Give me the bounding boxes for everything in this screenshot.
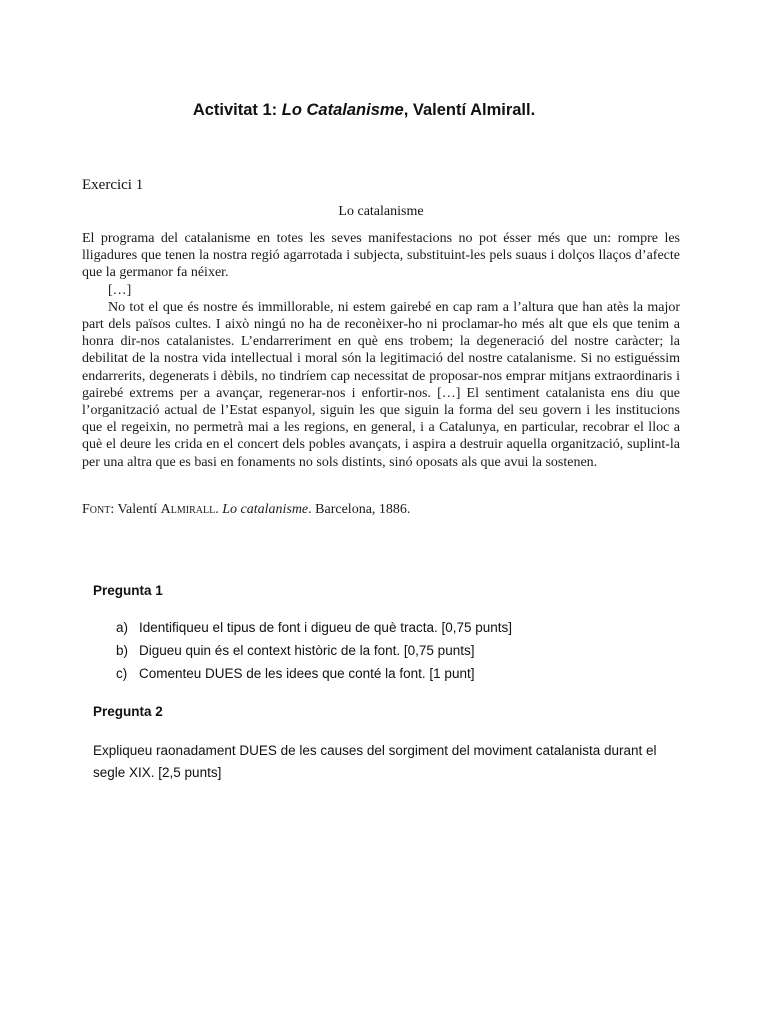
paragraph-2: No tot el que és nostre és immillorable, ni estem gairebé en cap ram a l’altura que han atès la major part dels països cultes. I això ningú no ha de reconèixer-ho ni proclamar-ho més alt que els que tenim a honra dir-nos catalanistes. L’endarreriment en què ens trobem; la degeneració del nostre caràcter; la debilitat de la nostra vida intellectual i moral són la legitimació del nostre catalanisme. Si no estiguéssim endarrerits, degenerats i dèbils, no tindríem cap necessitat de proposar-nos emprar mitjans extraordinaris i gairebé extrems per a avançar, regenerar-nos i enfortir-nos. […] El sentiment catalanista ens diu que l’organització actual de l’Estat espanyol, siguin les que siguin la forma del seu govern i les institucions que el regeixin, no permetrà mai a les regions, en general, i a Catalunya, en particular, recobrar el lloc a què el deure les crida en el concert dels pobles avançats, i aspira a destruir aquella organització, suplint-la per una altra que es basi en fonaments no sols distints, sinó oposats als que avui la sostenen. xyxy=(82,299,680,470)
citation-work: Lo catalanisme xyxy=(222,502,309,517)
ellipsis-paragraph: […] xyxy=(108,282,132,298)
citation-tail: . Barcelona, 1886. xyxy=(308,502,411,517)
item-letter: b) xyxy=(116,643,129,658)
citation-label: Font xyxy=(82,502,111,517)
source-text-title: Lo catalanisme xyxy=(338,204,424,219)
question-2-heading: Pregunta 2 xyxy=(93,704,163,719)
title-suffix: , Valentí Almirall. xyxy=(403,101,536,119)
paragraph-1: El programa del catalanisme en totes les seves manifestacions no pot ésser més que un: rompre les lligadures que tenen la nostra regió agarrotada i subjecta, substituint-les pels suaus i dolços llaços d’afecte que la germanor fa néixer. xyxy=(82,231,680,281)
item-letter: a) xyxy=(116,620,129,635)
question-1-list xyxy=(93,619,693,688)
citation-dot: . xyxy=(215,502,223,517)
list-item xyxy=(93,665,693,688)
title-prefix: Activitat 1: xyxy=(192,101,282,119)
title-work: Lo Catalanisme xyxy=(281,101,404,119)
source-citation xyxy=(82,502,410,518)
list-item xyxy=(93,619,693,642)
item-text: Digueu quin és el context històric de la font. [0,75 punts] xyxy=(139,643,475,658)
list-item xyxy=(93,642,693,665)
item-text: Identifiqueu el tipus de font i digueu de què tracta. [0,75 punts] xyxy=(139,620,513,635)
question-1-heading: Pregunta 1 xyxy=(93,583,163,598)
item-letter: c) xyxy=(116,666,128,681)
citation-author: Almirall xyxy=(160,502,216,517)
citation-sep: : Valentí xyxy=(110,502,161,517)
page-title xyxy=(0,101,728,120)
item-text: Comenteu DUES de les idees que conté la font. [1 punt] xyxy=(139,666,475,681)
source-text xyxy=(82,230,680,471)
question-2-text: Expliqueu raonadament DUES de les causes del sorgiment del moviment catalanista durant el segle XIX. [2,5 punts] xyxy=(93,743,657,780)
exercise-label: Exercici 1 xyxy=(82,177,144,193)
